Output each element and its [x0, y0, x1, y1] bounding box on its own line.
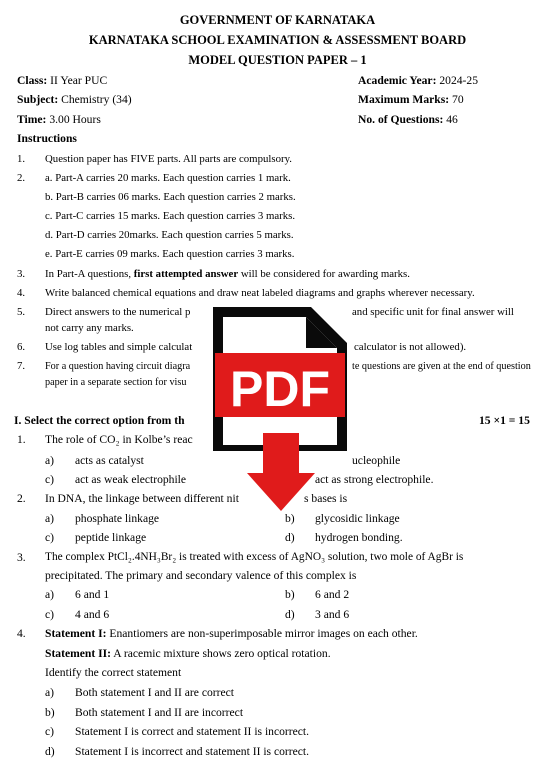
option-label: c) [45, 531, 55, 544]
option-label: c) [45, 725, 55, 738]
q2-option-b: glycosidic linkage [315, 512, 400, 525]
question-number: 1. [17, 433, 26, 446]
option-label: c) [45, 473, 55, 486]
instr-5-part2: and specific unit for final answer will [352, 306, 514, 318]
q1-option-b-fragment: ucleophile [352, 454, 401, 467]
q4-option-c: Statement I is correct and statement II is incorrect. [75, 725, 310, 738]
instr-3: In Part-A questions, first attempted answer will be considered for awarding marks. [45, 268, 410, 280]
q3-option-b: 6 and 2 [315, 588, 350, 601]
option-label: d) [45, 745, 55, 758]
question-2-text-part2: s bases is [304, 492, 348, 505]
class-line: Class: II Year PUC [17, 74, 108, 87]
academic-year-line: Academic Year: 2024-25 [358, 74, 478, 87]
q3-option-a: 6 and 1 [75, 588, 110, 601]
q4-option-a: Both statement I and II are correct [75, 686, 235, 699]
q1-option-c: act as weak electrophile [75, 473, 187, 486]
questions-count-line: No. of Questions: 46 [358, 113, 458, 126]
question-number: 4. [17, 627, 26, 640]
section-title: I. Select the correct option from th [14, 414, 185, 427]
instr-num: 6. [17, 341, 26, 353]
q1-option-d: act as strong electrophile. [315, 473, 434, 486]
instr-num: 4. [17, 287, 26, 299]
question-2-text-part1: In DNA, the linkage between different nit [45, 492, 239, 505]
header-government: GOVERNMENT OF KARNATAKA [179, 13, 376, 27]
option-label: d) [285, 531, 295, 544]
pdf-label: PDF [230, 361, 330, 417]
option-label: a) [45, 512, 55, 525]
q4-option-b: Both statement I and II are incorrect [75, 706, 244, 719]
max-marks-line: Maximum Marks: 70 [358, 93, 464, 106]
q2-option-a: phosphate linkage [75, 512, 160, 525]
pdf-download-icon[interactable] [207, 305, 353, 533]
option-label: b) [285, 588, 295, 601]
instr-7-cont: paper in a separate section for visu [45, 377, 187, 388]
instr-2e: e. Part-E carries 09 marks. Each question carries 3 marks. [45, 248, 295, 260]
instr-4: Write balanced chemical equations and draw neat labeled diagrams and graphs wherever necessary. [45, 287, 475, 299]
instr-6-part2: calculator is not allowed). [354, 341, 467, 353]
instr-7-part2: te questions are given at the end of question [352, 361, 531, 372]
instr-5-part1: Direct answers to the numerical p [45, 306, 191, 318]
instr-num: 2. [17, 172, 26, 184]
question-number: 2. [17, 492, 26, 505]
time-line: Time: 3.00 Hours [17, 113, 101, 126]
q3-option-d: 3 and 6 [315, 608, 350, 621]
question-number: 3. [17, 551, 26, 564]
q3-option-c: 4 and 6 [75, 608, 110, 621]
q4-statement-1: Statement I: Enantiomers are non-superimposable mirror images on each other. [45, 627, 418, 640]
option-label: a) [45, 454, 55, 467]
instr-2d: d. Part-D carries 20marks. Each question carries 5 marks. [45, 229, 294, 241]
q1-option-a: acts as catalyst [75, 454, 144, 467]
option-label: b) [285, 512, 295, 525]
q4-statement-2: Statement II: A racemic mixture shows zero optical rotation. [45, 647, 331, 660]
question-3-line1: The complex PtCl₂.4NH₃Br₂ is treated with excess of AgNO₃ solution, two mole of AgBr is [45, 551, 464, 563]
pdf-file-icon [207, 305, 353, 533]
option-label: d) [285, 608, 295, 621]
question-3-line2: precipitated. The primary and secondary valence of this complex is [45, 569, 357, 582]
instr-6-part1: Use log tables and simple calculat [45, 341, 193, 353]
instr-2b: b. Part-B carries 06 marks. Each question carries 2 marks. [45, 191, 296, 203]
instr-2c: c. Part-C carries 15 marks. Each question carries 3 marks. [45, 210, 296, 222]
option-label: a) [45, 686, 55, 699]
option-label: c) [45, 608, 55, 621]
header-board: KARNATAKA SCHOOL EXAMINATION & ASSESSMENT BOARD [88, 33, 467, 47]
instr-2a: a. Part-A carries 20 marks. Each question carries 1 mark. [45, 172, 291, 184]
instr-num: 1. [17, 153, 26, 165]
section-marks: 15 ×1 = 15 [479, 414, 530, 427]
q4-option-d: Statement I is incorrect and statement II is correct. [75, 745, 310, 758]
question-1-text: The role of CO₂ in Kolbe’s reac [45, 433, 193, 446]
paper-title: MODEL QUESTION PAPER – 1 [188, 53, 367, 67]
instructions-title: Instructions [17, 132, 77, 145]
option-label: b) [45, 706, 55, 719]
subject-line: Subject: Chemistry (34) [17, 93, 132, 106]
q4-prompt: Identify the correct statement [45, 666, 182, 679]
instr-5-cont: not carry any marks. [45, 322, 134, 334]
q2-option-c: peptide linkage [75, 531, 147, 544]
instr-num: 7. [17, 360, 26, 372]
instr-1: Question paper has FIVE parts. All parts are compulsory. [45, 153, 292, 165]
q2-option-d: hydrogen bonding. [315, 531, 403, 544]
instr-num: 5. [17, 306, 26, 318]
option-label: a) [45, 588, 55, 601]
instr-7-part1: For a question having circuit diagra [45, 361, 191, 372]
instr-num: 3. [17, 268, 26, 280]
